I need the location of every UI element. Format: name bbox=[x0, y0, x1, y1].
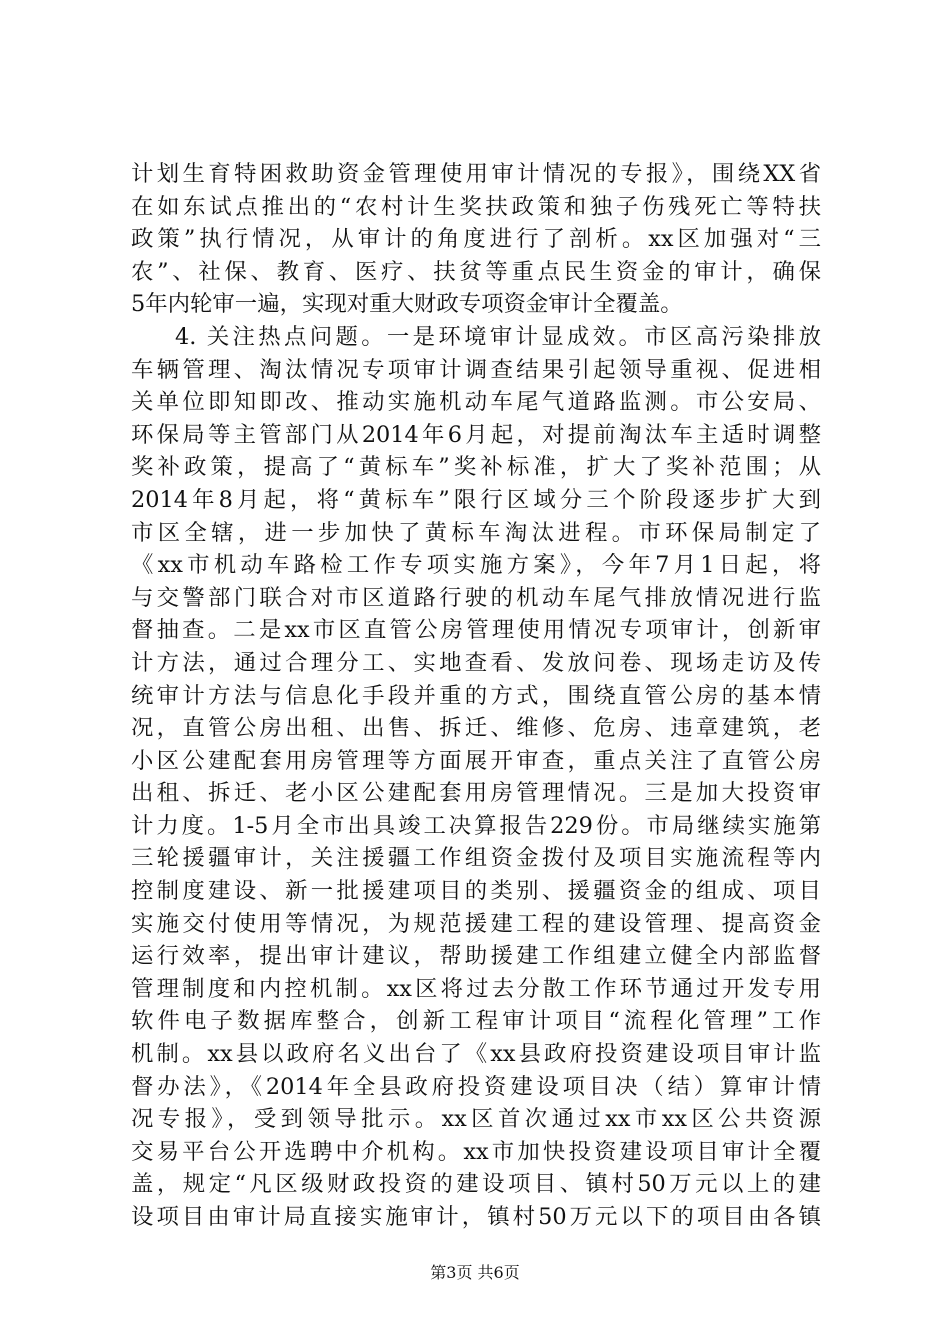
text-line: 出租、拆迁、老小区公建配套用房管理情况。三是加大投资审 bbox=[131, 780, 821, 807]
text-line: 机制。xx县以政府名义出台了《xx县政府投资建设项目审计监 bbox=[131, 1041, 821, 1068]
text-line: 软件电子数据库整合，创新工程审计项目“流程化管理”工作 bbox=[131, 1008, 821, 1035]
text-line: 运行效率，提出审计建议，帮助援建工作组建立健全内部监督 bbox=[131, 943, 821, 970]
text-line: 督办法》，《2014年全县政府投资建设项目决（结）算审计情 bbox=[131, 1073, 821, 1100]
text-line: 计力度。1-5月全市出具竣工决算报告229份。市局继续实施第 bbox=[131, 812, 821, 839]
body-text bbox=[131, 158, 821, 1234]
text-line: 管理制度和内控机制。xx区将过去分散工作环节通过开发专用 bbox=[131, 975, 821, 1002]
text-line: 三轮援疆审计，关注援疆工作组资金拨付及项目实施流程等内 bbox=[131, 845, 821, 872]
text-line: 督抽查。二是xx市区直管公房管理使用情况专项审计，创新审 bbox=[131, 617, 821, 644]
text-line: 与交警部门联合对市区道路行驶的机动车尾气排放情况进行监 bbox=[131, 584, 821, 611]
text-line: 市区全辖，进一步加快了黄标车淘汰进程。市环保局制定了 bbox=[131, 519, 821, 546]
text-line: 奖补政策，提高了“黄标车”奖补标准，扩大了奖补范围；从 bbox=[131, 454, 821, 481]
text-line: 小区公建配套用房管理等方面展开审查，重点关注了直管公房 bbox=[131, 747, 821, 774]
text-line: 计方法，通过合理分工、实地查看、发放问卷、现场走访及传 bbox=[131, 649, 821, 676]
text-line: 车辆管理、淘汰情况专项审计调查结果引起领导重视、促进相 bbox=[131, 356, 821, 383]
text-line: 计划生育特困救助资金管理使用审计情况的专报》，围绕XX省 bbox=[131, 161, 821, 187]
text-line: 况专报》，受到领导批示。xx区首次通过xx市xx区公共资源 bbox=[131, 1106, 821, 1133]
text-line: 设项目由审计局直接实施审计，镇村50万元以下的项目由各镇 bbox=[131, 1204, 821, 1230]
text-line: 盖，规定“凡区级财政投资的建设项目、镇村50万元以上的建 bbox=[131, 1171, 821, 1198]
text-line: 关单位即知即改、推动实施机动车尾气道路监测。市公安局、 bbox=[131, 389, 821, 416]
text-line: 2014年8月起，将“黄标车”限行区域分三个阶段逐步扩大到 bbox=[131, 486, 821, 513]
text-line: 况，直管公房出租、出售、拆迁、维修、危房、违章建筑，老 bbox=[131, 715, 821, 742]
text-line: 交易平台公开选聘中介机构。xx市加快投资建设项目审计全覆 bbox=[131, 1138, 821, 1165]
text-line: 环保局等主管部门从2014年6月起，对提前淘汰车主适时调整 bbox=[131, 421, 821, 448]
page-number-footer: 第3页 共6页 bbox=[430, 1263, 520, 1282]
text-line: 在如东试点推出的“农村计生奖扶政策和独子伤残死亡等特扶 bbox=[131, 193, 821, 220]
text-line: 农”、社保、教育、医疗、扶贫等重点民生资金的审计，确保 bbox=[131, 258, 821, 285]
text-line: 控制度建设、新一批援建项目的类别、援疆资金的组成、项目 bbox=[131, 878, 821, 905]
text-line: 5年内轮审一遍，实现对重大财政专项资金审计全覆盖。 bbox=[131, 291, 683, 318]
text-line: 4. 关注热点问题。一是环境审计显成效。市区高污染排放 bbox=[175, 323, 821, 350]
text-line: 统审计方法与信息化手段并重的方式，围绕直管公房的基本情 bbox=[131, 682, 821, 709]
text-line: 政策”执行情况，从审计的角度进行了剖析。xx区加强对“三 bbox=[131, 226, 821, 253]
text-line: 《xx市机动车路检工作专项实施方案》，今年7月1日起，将 bbox=[131, 552, 821, 579]
text-line: 实施交付使用等情况，为规范援建工程的建设管理、提高资金 bbox=[131, 910, 821, 937]
